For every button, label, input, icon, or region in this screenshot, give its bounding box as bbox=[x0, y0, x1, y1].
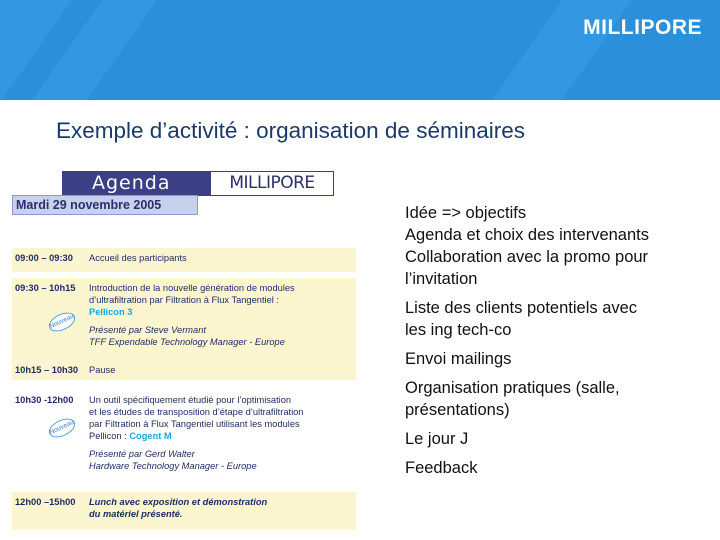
agenda-product-name: Cogent M bbox=[129, 431, 172, 441]
bullet-item: Idée => objectifs bbox=[405, 204, 527, 222]
new-stamp-icon: Nouveau bbox=[46, 415, 78, 441]
header-banner bbox=[0, 0, 720, 100]
bullet-item: Le jour J bbox=[405, 430, 469, 448]
bullet-item: les ing tech-co bbox=[405, 321, 512, 339]
agenda-product-name: Pellicon 3 bbox=[89, 307, 133, 317]
bullet-item: l’invitation bbox=[405, 270, 478, 288]
agenda-line: d’ultrafiltration par Filtration à Flux Tangentiel : bbox=[89, 295, 279, 305]
agenda-line: par Filtration à Flux Tangentiel utilisant les modules bbox=[89, 419, 300, 429]
agenda-description bbox=[89, 282, 351, 348]
bullet-item: Collaboration avec la promo pour bbox=[405, 248, 649, 266]
agenda-line: Pellicon : bbox=[89, 431, 127, 441]
agenda-millipore-logo: MILLIPORE bbox=[210, 171, 334, 196]
agenda-description bbox=[89, 252, 351, 264]
agenda-line: Un outil spécifiquement étudié pour l’optimisation bbox=[89, 395, 292, 405]
agenda-presenter-role: Hardware Technology Manager - Europe bbox=[89, 461, 257, 471]
agenda-line: et les études de transposition d’étape d’ultrafiltration bbox=[89, 407, 304, 417]
agenda-description bbox=[89, 496, 351, 520]
slide-title: Exemple d’activité : organisation de séminaires bbox=[56, 118, 525, 143]
banner-stripe bbox=[464, 0, 646, 100]
agenda-time: 09:30 – 10h15 bbox=[15, 283, 76, 293]
agenda-row bbox=[12, 360, 356, 380]
agenda-presenter: Présenté par Steve Vermant bbox=[89, 325, 206, 335]
agenda-description bbox=[89, 394, 351, 472]
agenda-row bbox=[12, 278, 356, 364]
agenda-description bbox=[89, 364, 351, 376]
bullet-item: Agenda et choix des intervenants bbox=[405, 226, 649, 244]
agenda-tab: Agenda bbox=[62, 171, 210, 196]
bullet-item: Feedback bbox=[405, 459, 478, 477]
bullet-item: Liste des clients potentiels avec bbox=[405, 299, 638, 317]
agenda-row bbox=[12, 492, 356, 530]
agenda-line: Introduction de la nouvelle génération de modules bbox=[89, 283, 295, 293]
agenda-time: 10h15 – 10h30 bbox=[15, 365, 79, 375]
agenda-presenter-role: TFF Expendable Technology Manager - Europe bbox=[89, 337, 285, 347]
millipore-logo: MILLIPORE bbox=[583, 16, 702, 39]
agenda-image bbox=[12, 170, 358, 535]
agenda-line: du matériel présenté. bbox=[89, 509, 183, 519]
agenda-presenter: Présenté par Gerd Walter bbox=[89, 449, 195, 459]
agenda-row bbox=[12, 390, 356, 490]
agenda-time: 09:00 – 09:30 bbox=[15, 253, 73, 263]
bullet-item: présentations) bbox=[405, 401, 510, 419]
bullet-item: Organisation pratiques (salle, bbox=[405, 379, 620, 397]
new-stamp-icon: Nouveau bbox=[46, 309, 78, 335]
agenda-row bbox=[12, 248, 356, 272]
bullet-list bbox=[405, 202, 649, 479]
agenda-date: Mardi 29 novembre 2005 bbox=[12, 195, 198, 215]
agenda-time: 10h30 -12h00 bbox=[15, 395, 74, 405]
agenda-time: 12h00 –15h00 bbox=[15, 497, 76, 507]
agenda-line: Accueil des participants bbox=[89, 253, 187, 263]
bullet-item: Envoi mailings bbox=[405, 350, 512, 368]
agenda-line: Pause bbox=[89, 365, 116, 375]
agenda-line: Lunch avec exposition et démonstration bbox=[89, 497, 268, 507]
